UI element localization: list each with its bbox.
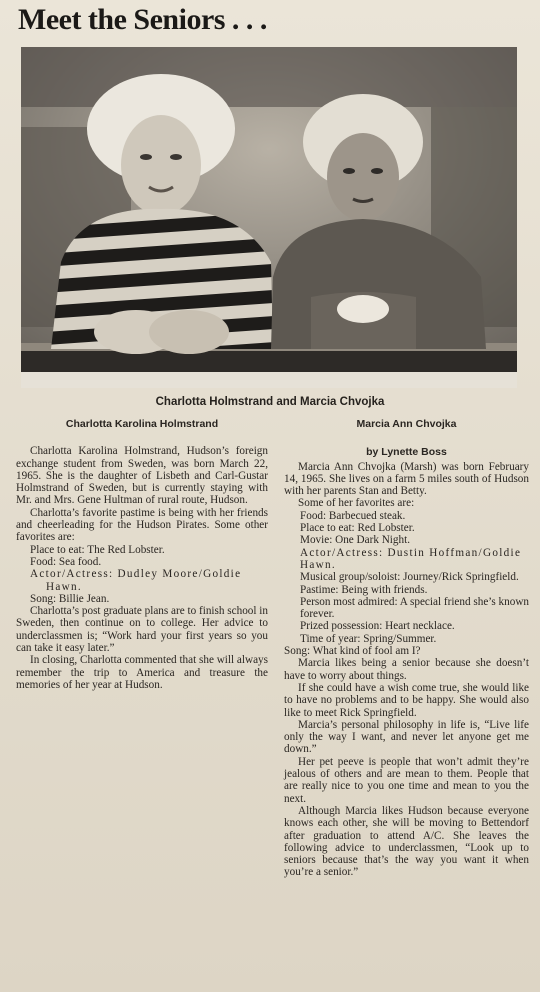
- paragraph: Marcia likes being a senior because she doesn’t have to worry about things.: [284, 657, 529, 682]
- favorite-item: Person most admired: A special friend she’s known forever.: [300, 595, 529, 621]
- paragraph: If she could have a wish come true, she would like to have no problems and to be happy. She would also like to meet Rick Springfield.: [284, 681, 529, 719]
- article-marcia: [284, 418, 529, 879]
- paragraph: In closing, Charlotta commented that she will always remember the trip to America and treasure the memories of her year at Hudson.: [16, 654, 268, 691]
- article-heading: Marcia Ann Chvojka: [356, 418, 457, 430]
- paragraph: Marcia Ann Chvojka (Marsh) was born February 14, 1965. She lives on a farm 5 miles south of Hudson with her parents Stan and Betty.: [284, 460, 529, 498]
- paragraph: Some of her favorites are:: [298, 497, 415, 510]
- favorite-item: Food: Sea food.: [30, 555, 102, 568]
- favorite-item: Movie: One Dark Night.: [300, 534, 410, 547]
- favorite-item: Actor/Actress: Dudley Moore/Goldie Hawn.: [30, 568, 242, 593]
- favorite-item: Time of year: Spring/Summer.: [300, 632, 437, 645]
- photo-caption: Charlotta Holmstrand and Marcia Chvojka: [155, 396, 385, 408]
- paragraph: Although Marcia likes Hudson because everyone knows each other, she will be moving to Bettendorf after graduation to attend A/C. She leaves the following advice to underclassmen, “Look up to seniors because that’s the way you want it when you’re a senior.”: [284, 804, 529, 879]
- favorite-item: Pastime: Being with friends.: [300, 583, 428, 596]
- favorite-item: Place to eat: Red Lobster.: [300, 522, 415, 535]
- favorite-item: Place to eat: The Red Lobster.: [30, 543, 165, 556]
- article-charlotta: [16, 418, 268, 691]
- favorite-item: Food: Barbecued steak.: [300, 509, 406, 522]
- favorite-item: Prized possession: Heart necklace.: [300, 620, 455, 633]
- article-heading: Charlotta Karolina Holmstrand: [65, 418, 219, 430]
- paragraph: Marcia’s personal philosophy in life is, “Live life only the way I want, and never let anyone get me down.”: [284, 718, 529, 756]
- byline: by Lynette Boss: [366, 446, 447, 459]
- headline: Meet the Seniors . . .: [18, 3, 267, 36]
- paragraph: Her pet peeve is people that won’t admit they’re jealous of others and are mean to them. People that are really nice to you one time and mean to you the next.: [284, 755, 529, 805]
- paragraph: Charlotta’s favorite pastime is being with her friends and cheerleading for the Hudson Pirates. Some other favorites are:: [16, 506, 268, 544]
- favorite-song: Song: What kind of fool am I?: [284, 645, 421, 658]
- seniors-photo: [21, 47, 517, 388]
- favorite-item: Song: Billie Jean.: [30, 592, 110, 605]
- paragraph: Charlotta’s post graduate plans are to finish school in Sweden, then continue on to college. Her advice to underclassmen is; “Work hard your first years so you can take it easy later.”: [16, 605, 268, 655]
- favorite-item: Actor/Actress: Dustin Hoffman/Goldie Hawn.: [300, 546, 522, 571]
- favorite-item: Musical group/soloist: Journey/Rick Springfield.: [300, 571, 519, 584]
- paragraph: Charlotta Karolina Holmstrand, Hudson’s foreign exchange student from Sweden, was born March 22, 1965. She is the daughter of Lisbeth and Carl-Gustar Holmstrand of Sweden, but is currently staying with Mr. and Mrs. Gene Hultman of rural route, Hudson.: [16, 445, 268, 507]
